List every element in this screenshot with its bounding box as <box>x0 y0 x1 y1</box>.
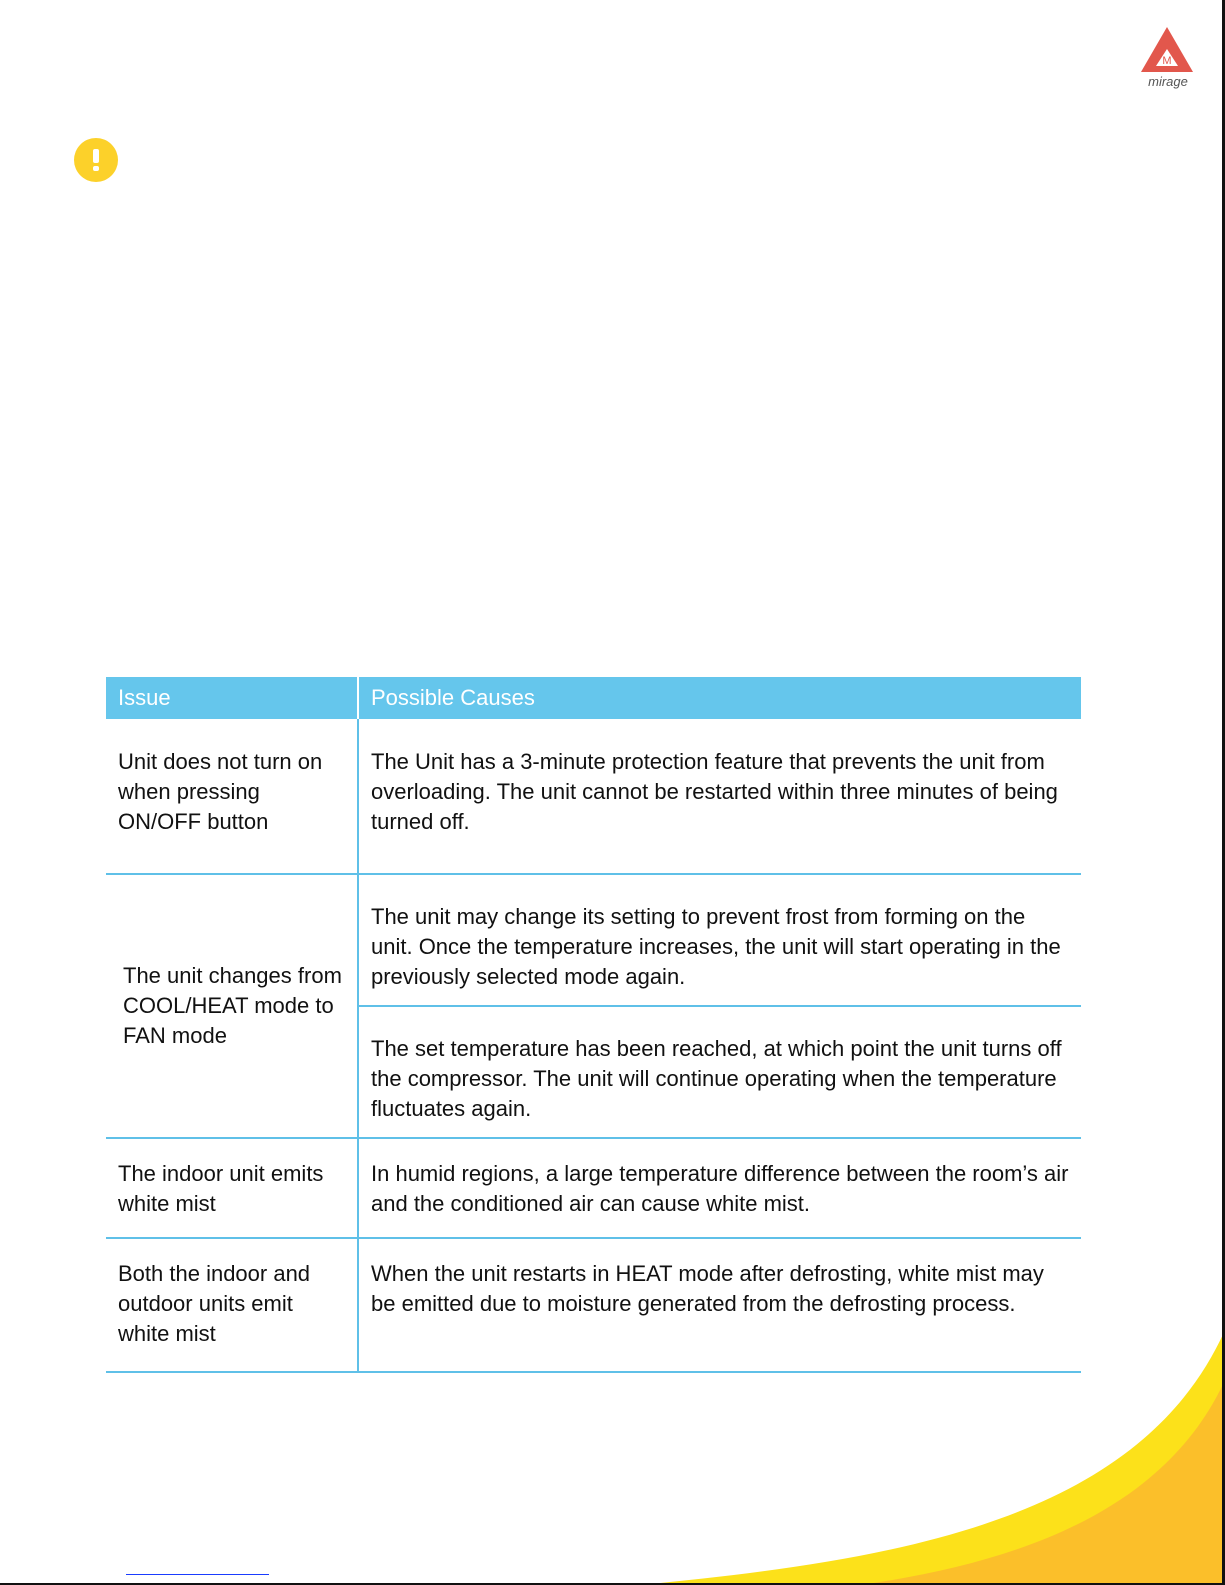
table-row <box>106 1138 1081 1238</box>
issue-text: The unit changes from COOL/HEAT mode to FAN mode <box>123 963 342 1048</box>
issue-cell <box>106 1138 358 1238</box>
cause-cell <box>358 719 1081 874</box>
table-header-row <box>106 677 1081 719</box>
cause-cell <box>358 874 1081 1006</box>
issue-cell <box>106 719 358 874</box>
cause-text: In humid regions, a large temperature difference between the room’s air and the conditioned air can cause white mist. <box>371 1161 1069 1216</box>
logo-wordmark: mirage <box>1148 74 1188 89</box>
table-row <box>106 719 1081 874</box>
issue-cell <box>106 874 358 1138</box>
cause-text: The unit may change its setting to prevent frost from forming on the unit. Once the temperature increases, the unit will start operating in the previously selected mode again. <box>371 904 1061 989</box>
table-row <box>106 1238 1081 1372</box>
mirage-logo <box>1140 26 1198 90</box>
logo-monogram: M <box>1162 55 1172 67</box>
issue-text: The indoor unit emits white mist <box>118 1161 324 1216</box>
issue-cell <box>106 1238 358 1372</box>
issue-text: Unit does not turn on when pressing ON/OFF button <box>118 749 323 834</box>
cause-text: When the unit restarts in HEAT mode after defrosting, white mist may be emitted due to moisture generated from the defrosting process. <box>371 1261 1044 1316</box>
exclamation-icon <box>74 138 118 182</box>
cause-text: The set temperature has been reached, at which point the unit turns off the compressor. The unit will continue operating when the temperature fluctuates again. <box>371 1036 1062 1121</box>
cause-text: The Unit has a 3-minute protection feature that prevents the unit from overloading. The unit cannot be restarted within three minutes of being turned off. <box>371 749 1058 834</box>
troubleshooting-table <box>106 677 1081 1373</box>
footer-link-underline[interactable] <box>126 1574 269 1575</box>
issue-text: Both the indoor and outdoor units emit white mist <box>118 1261 311 1346</box>
cause-cell <box>358 1138 1081 1238</box>
cause-cell <box>358 1238 1081 1372</box>
table-row <box>106 874 1081 1006</box>
header-issue: Issue <box>106 677 358 719</box>
header-possible-causes: Possible Causes <box>358 677 1081 719</box>
cause-cell <box>358 1006 1081 1138</box>
